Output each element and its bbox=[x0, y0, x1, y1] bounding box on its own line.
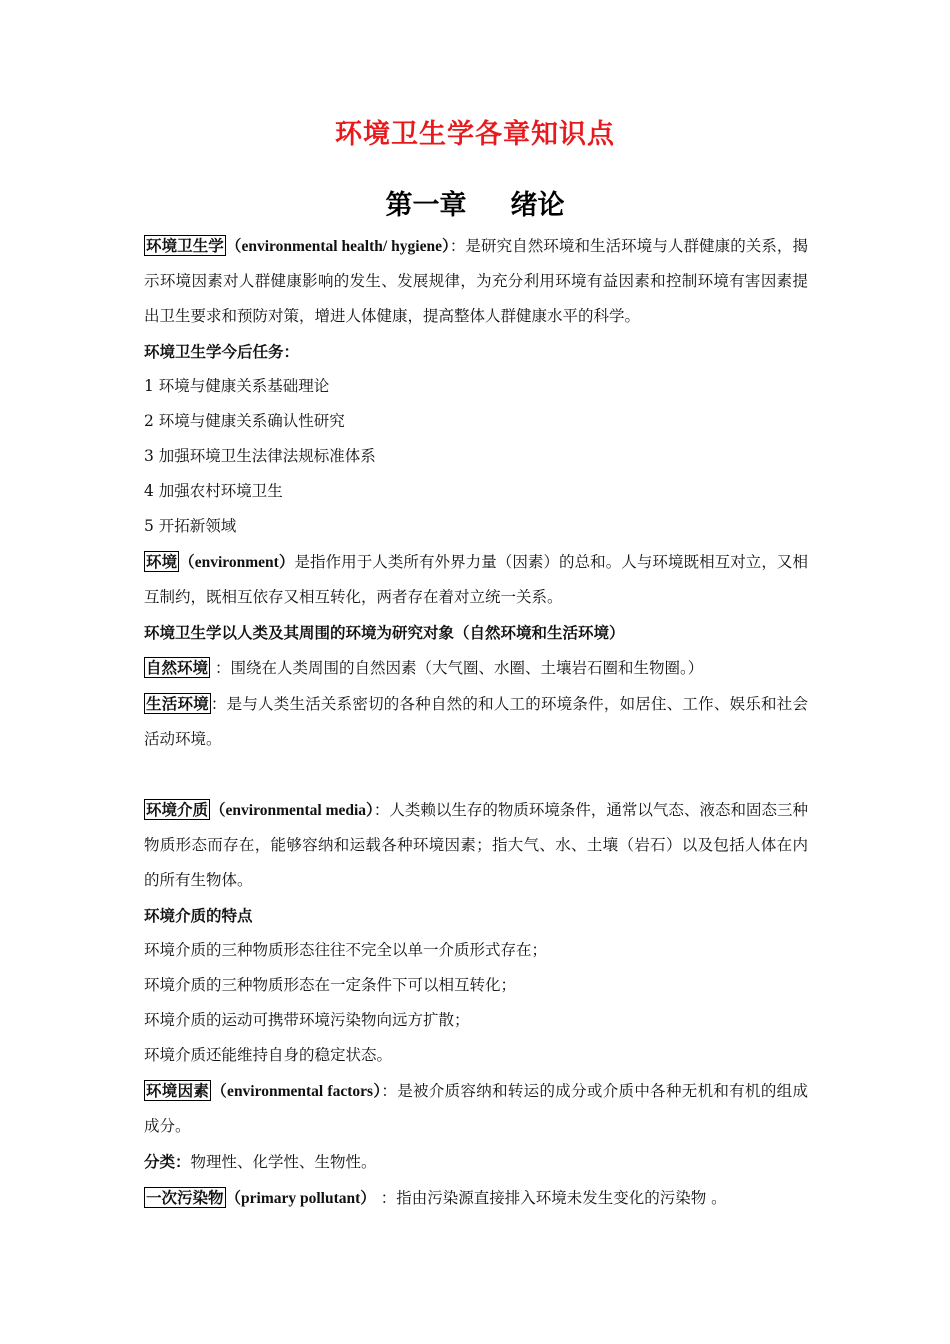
document-body bbox=[144, 228, 808, 1216]
definition-environmental-media bbox=[144, 792, 808, 898]
list-item: 2 环境与健康关系确认性研究 bbox=[144, 412, 345, 430]
definition-text: ：是研究自然环境和生活环境与人群健康的关系，揭示环境因素对人群健康影响的发生、发展规律，为充分利用环境有益因素和控制环境有害因素提出卫生要求和预防对策，增进人体健康，提高整体人群健康水平的科学。 bbox=[144, 237, 808, 325]
definition-text: 是指作用于人类所有外界力量（因素）的总和。人与环境既相互对立，又相互制约，既相互依存又相互转化，两者存在着对立统一关系。 bbox=[144, 553, 808, 606]
list-item: 环境介质的三种物质形态往往不完全以单一介质形式存在； bbox=[144, 941, 548, 959]
classification-text: 物理性、化学性、生物性。 bbox=[190, 1153, 377, 1171]
media-features-heading: 环境介质的特点 bbox=[144, 906, 253, 925]
definition-text: ：是被介质容纳和转运的成分或介质中各种无机和有机的组成成分。 bbox=[144, 1082, 808, 1135]
term-box: 自然环境 bbox=[146, 658, 209, 677]
definition-text: ：人类赖以生存的物质环境条件，通常以气态、液态和固态三种物质形态而存在，能够容纳和运载各种环境因素；指大气、水、土壤（岩石）以及包括人体在内的所有生物体。 bbox=[144, 801, 808, 889]
research-object-heading: 环境卫生学以人类及其周围的环境为研究对象（自然环境和生活环境） bbox=[144, 623, 625, 642]
term-english: （environment） bbox=[179, 554, 295, 571]
definition-environmental-factors bbox=[144, 1073, 808, 1144]
list-item: 3 加强环境卫生法律法规标准体系 bbox=[144, 447, 376, 465]
definition-environmental-health bbox=[144, 228, 808, 334]
list-item: 环境介质还能维持自身的稳定状态。 bbox=[144, 1046, 393, 1064]
term-box: 环境因素 bbox=[146, 1081, 210, 1100]
definition-primary-pollutant bbox=[144, 1180, 808, 1216]
tasks-heading: 环境卫生学今后任务： bbox=[144, 342, 300, 361]
term-box: 环境 bbox=[146, 552, 178, 571]
definition-environment bbox=[144, 544, 808, 615]
list-item: 环境介质的三种物质形态在一定条件下可以相互转化； bbox=[144, 976, 517, 994]
classification bbox=[144, 1144, 808, 1180]
list-item: 环境介质的运动可携带环境污染物向远方扩散； bbox=[144, 1011, 470, 1029]
term-box: 环境介质 bbox=[146, 800, 209, 819]
list-item: 4 加强农村环境卫生 bbox=[144, 482, 283, 500]
definition-text: ：指由污染源直接排入环境未发生变化的污染物 。 bbox=[375, 1189, 727, 1207]
term-english: （environmental factors） bbox=[211, 1083, 382, 1100]
term-box: 一次污染物 bbox=[146, 1188, 224, 1207]
term-english: （primary pollutant） bbox=[225, 1190, 376, 1207]
term-box: 生活环境 bbox=[146, 694, 209, 713]
list-item: 1 环境与健康关系基础理论 bbox=[144, 377, 330, 395]
document-title: 环境卫生学各章知识点 bbox=[335, 119, 615, 150]
list-item: 5 开拓新领域 bbox=[144, 517, 237, 535]
term-english: （environmental media） bbox=[210, 802, 374, 819]
definition-natural-environment bbox=[144, 650, 808, 686]
chapter-heading bbox=[0, 183, 950, 222]
blank-line bbox=[144, 757, 808, 792]
classification-label: 分类： bbox=[144, 1152, 191, 1171]
chapter-number: 第一章 bbox=[385, 190, 467, 221]
chapter-name: 绪论 bbox=[510, 190, 565, 221]
definition-living-environment bbox=[144, 686, 808, 757]
definition-text: ：围绕在人类周围的自然因素（大气圈、水圈、土壤岩石圈和生物圈。） bbox=[210, 659, 704, 677]
term-box: 环境卫生学 bbox=[146, 236, 224, 255]
definition-text: ：是与人类生活关系密切的各种自然的和人工的环境条件，如居住、工作、娱乐和社会活动环境。 bbox=[144, 695, 808, 748]
term-english: （environmental health/ hygiene） bbox=[225, 238, 450, 255]
